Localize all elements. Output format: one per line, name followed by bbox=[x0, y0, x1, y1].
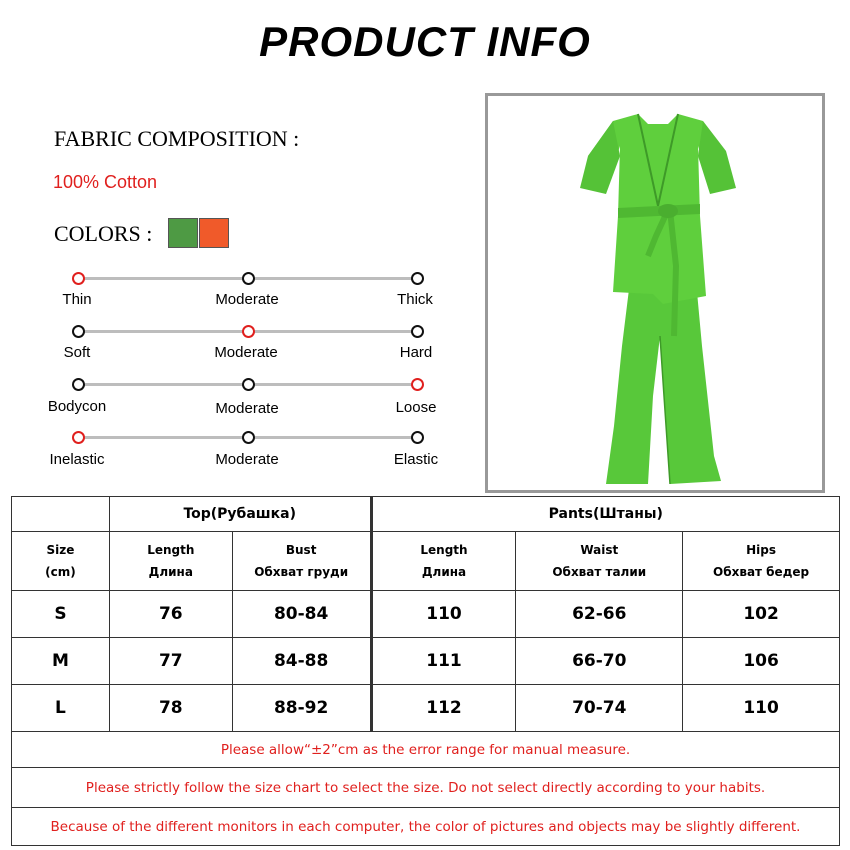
value-cell: 110 bbox=[683, 685, 840, 732]
scale-label-left: Thin bbox=[62, 291, 92, 308]
note-follow-size-chart: Please strictly follow the size chart to select the size. Do not select directly according to your habits. bbox=[12, 768, 840, 808]
scale-dot-right bbox=[411, 272, 424, 285]
value-cell: 111 bbox=[371, 638, 516, 685]
scale-dot-middle bbox=[242, 272, 255, 285]
scale-dot-left bbox=[72, 431, 85, 444]
size-cell: L bbox=[12, 685, 110, 732]
value-cell: 106 bbox=[683, 638, 840, 685]
color-swatch-orange[interactable] bbox=[199, 218, 229, 248]
scale-dot-left bbox=[72, 272, 85, 285]
scale-dot-left bbox=[72, 378, 85, 391]
value-cell: 70-74 bbox=[516, 685, 683, 732]
column-header-size: Size (cm) bbox=[12, 532, 110, 591]
value-cell: 77 bbox=[109, 638, 232, 685]
scale-dot-middle bbox=[242, 325, 255, 338]
size-cell: S bbox=[12, 591, 110, 638]
scale-dot-left bbox=[72, 325, 85, 338]
table-row bbox=[12, 638, 840, 685]
fit-scale bbox=[47, 377, 437, 427]
scale-label-left: Soft bbox=[63, 344, 91, 361]
softness-scale bbox=[60, 324, 435, 374]
scale-label-right: Thick bbox=[397, 291, 433, 308]
value-cell: 84-88 bbox=[232, 638, 371, 685]
scale-dot-right bbox=[411, 431, 424, 444]
scale-label-right: Loose bbox=[395, 399, 437, 416]
scale-label-left: Inelastic bbox=[49, 451, 105, 468]
pants-header: Pants(Штаны) bbox=[371, 497, 839, 532]
note-color-difference: Because of the different monitors in each computer, the color of pictures and objects may be slightly different. bbox=[12, 808, 840, 846]
scale-label-middle: Moderate bbox=[215, 291, 279, 308]
fabric-composition-value: 100% Cotton bbox=[53, 172, 158, 192]
scale-dot-right bbox=[411, 378, 424, 391]
page-title: PRODUCT INFO bbox=[259, 18, 591, 65]
value-cell: 88-92 bbox=[232, 685, 371, 732]
fabric-composition-label: FABRIC COMPOSITION : bbox=[54, 126, 300, 151]
value-cell: 102 bbox=[683, 591, 840, 638]
colors-label: COLORS : bbox=[54, 221, 153, 246]
table-row bbox=[12, 591, 840, 638]
scale-label-left: Bodycon bbox=[47, 398, 107, 415]
elasticity-scale bbox=[49, 430, 439, 480]
scale-label-middle: Moderate bbox=[214, 344, 278, 361]
scale-dot-right bbox=[411, 325, 424, 338]
scale-label-right: Hard bbox=[399, 344, 433, 361]
value-cell: 66-70 bbox=[516, 638, 683, 685]
column-header-top-length: Length Длина bbox=[109, 532, 232, 591]
column-header-waist: Waist Обхват талии bbox=[516, 532, 683, 591]
scale-dot-middle bbox=[242, 431, 255, 444]
green-outfit-illustration bbox=[488, 96, 822, 490]
color-swatch-green[interactable] bbox=[168, 218, 198, 248]
column-header-pants-length: Length Длина bbox=[371, 532, 516, 591]
scale-label-middle: Moderate bbox=[215, 451, 279, 468]
table-corner-cell bbox=[12, 497, 110, 532]
top-header: Top(Рубашка) bbox=[109, 497, 371, 532]
note-measure-error: Please allow“±2”cm as the error range for manual measure. bbox=[12, 732, 840, 768]
product-photo bbox=[485, 93, 825, 493]
scale-dot-middle bbox=[242, 378, 255, 391]
table-row bbox=[12, 685, 840, 732]
column-header-hips: Hips Обхват бедер bbox=[683, 532, 840, 591]
size-cell: M bbox=[12, 638, 110, 685]
scale-label-right: Elastic bbox=[393, 451, 439, 468]
scale-label-middle: Moderate bbox=[215, 400, 279, 417]
thickness-scale bbox=[60, 271, 435, 321]
size-chart-table bbox=[11, 496, 840, 846]
value-cell: 78 bbox=[109, 685, 232, 732]
value-cell: 112 bbox=[371, 685, 516, 732]
value-cell: 110 bbox=[371, 591, 516, 638]
value-cell: 80-84 bbox=[232, 591, 371, 638]
value-cell: 62-66 bbox=[516, 591, 683, 638]
column-header-bust: Bust Обхват груди bbox=[232, 532, 371, 591]
value-cell: 76 bbox=[109, 591, 232, 638]
